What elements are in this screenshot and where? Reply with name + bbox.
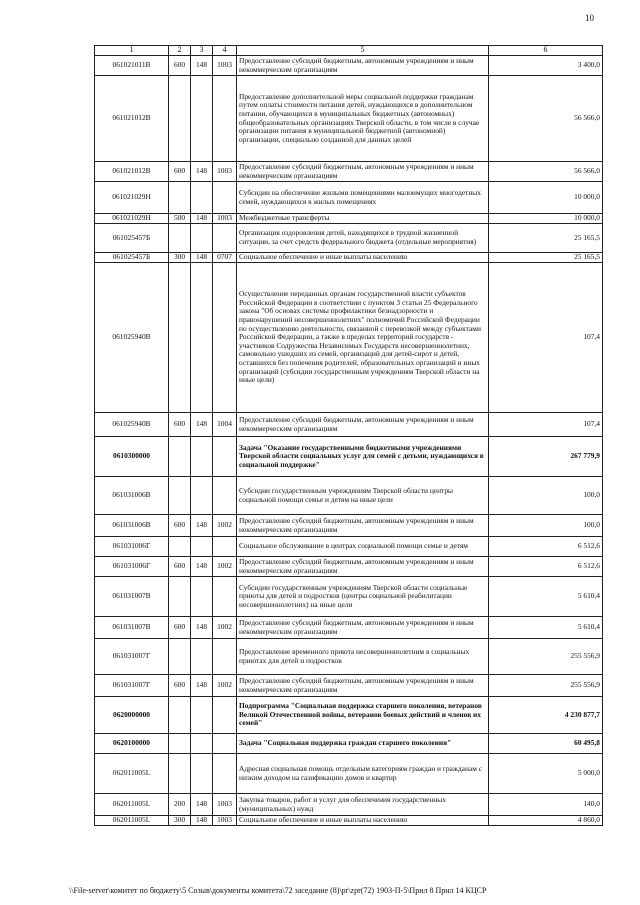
cell-name: Предоставление субсидий бюджетным, автономным учреждениям и иным некоммерческим организациям [237,675,489,697]
table-body [95,56,603,826]
cell-code: 0620100000 [95,734,169,754]
cell-amount: 10 000,0 [489,214,603,224]
cell-name: Социальное обеспечение и иные выплаты населению [237,253,489,263]
cell-name: Закупка товаров, работ и услуг для обеспечения государственных (муниципальных) нужд [237,794,489,816]
cell-c3: 148 [191,413,213,437]
cell-c4: 1003 [213,56,237,76]
col-header-5: 5 [237,46,489,56]
cell-name: Субсидии на обеспечение жилыми помещениями малоимущих многодетных семей, нуждающихся в жилых помещениях [237,182,489,214]
cell-amount: 5 610,4 [489,617,603,639]
cell-c3: 148 [191,617,213,639]
table-row [95,754,603,794]
cell-amount: 140,0 [489,794,603,816]
table-row [95,515,603,537]
cell-code: 0610300000 [95,437,169,477]
cell-c2: 300 [169,253,191,263]
table-row [95,675,603,697]
cell-c2: 600 [169,675,191,697]
cell-c3 [191,263,213,413]
cell-c2: 600 [169,162,191,182]
cell-c4 [213,224,237,253]
cell-c3 [191,639,213,675]
cell-c3 [191,577,213,617]
cell-code: 061021029Н [95,182,169,214]
cell-amount: 6 512,6 [489,537,603,557]
cell-name: Субсидии государственным учреждениям Тверской области центры социальной помощи семье и детям на иные цели [237,477,489,515]
cell-code: 061021012В [95,76,169,162]
cell-code: 061031007Г [95,639,169,675]
cell-name: Адресная социальная помощь отдельным категориям граждан и гражданам с низким доходом на газификацию домов и квартир [237,754,489,794]
cell-c4: 0707 [213,253,237,263]
cell-c4: 1003 [213,162,237,182]
cell-c3 [191,76,213,162]
cell-amount: 56 566,0 [489,162,603,182]
cell-name: Предоставление субсидий бюджетным, автономным учреждениям и иным некоммерческим организациям [237,557,489,577]
table-row [95,214,603,224]
cell-c3: 148 [191,816,213,826]
cell-code: 061031007Г [95,675,169,697]
cell-amount: 4 860,0 [489,816,603,826]
cell-c3 [191,477,213,515]
cell-c4: 1002 [213,617,237,639]
cell-name: Предоставление субсидий бюджетным, автономным учреждениям и иным некоммерческим организациям [237,162,489,182]
cell-amount: 107,4 [489,263,603,413]
table-row [95,263,603,413]
cell-c4 [213,577,237,617]
table-row [95,697,603,734]
table-row [95,577,603,617]
cell-c3: 148 [191,56,213,76]
cell-c2 [169,437,191,477]
page-number: 10 [585,13,594,23]
cell-c3 [191,224,213,253]
cell-amount: 5 610,4 [489,577,603,617]
cell-c4 [213,697,237,734]
cell-c3 [191,437,213,477]
cell-c2 [169,697,191,734]
table-row [95,182,603,214]
cell-c4 [213,182,237,214]
cell-name: Межбюджетные трансферты [237,214,489,224]
table-row [95,816,603,826]
cell-c4: 1003 [213,794,237,816]
cell-code: 061031006Г [95,537,169,557]
table-row [95,437,603,477]
cell-code: 061021012В [95,162,169,182]
cell-name: Предоставление временного приюта несовершеннолетним в социальных приютах для детей и подростков [237,639,489,675]
table-row [95,413,603,437]
cell-c4: 1002 [213,557,237,577]
cell-c4 [213,76,237,162]
cell-code: 061025457Б [95,224,169,253]
cell-amount: 10 000,0 [489,182,603,214]
cell-c4 [213,537,237,557]
table-row [95,557,603,577]
cell-c2: 600 [169,56,191,76]
cell-amount: 255 556,9 [489,675,603,697]
cell-c3 [191,697,213,734]
table-row [95,253,603,263]
cell-amount: 100,0 [489,477,603,515]
file-path-footer: \\File-server\комитет по бюджету\5 Созыв\документы комитета\72 заседание (8)\pr\zpr(72) 1903-П-5\Прил 8 Прил 14 КЦСР [69,886,487,895]
budget-table [94,45,603,826]
cell-c3 [191,537,213,557]
cell-code: 061021029Н [95,214,169,224]
cell-c3: 148 [191,253,213,263]
col-header-6: 6 [489,46,603,56]
cell-c2 [169,734,191,754]
cell-name: Предоставление субсидий бюджетным, автономным учреждениям и иным некоммерческим организациям [237,617,489,639]
cell-c4: 1003 [213,214,237,224]
cell-name: Предоставление субсидий бюджетным, автономным учреждениям и иным некоммерческим организациям [237,515,489,537]
cell-code: 061031006В [95,477,169,515]
table-header-row [95,46,603,56]
cell-c4 [213,477,237,515]
cell-amount: 5 000,0 [489,754,603,794]
cell-c2: 600 [169,413,191,437]
cell-code: 061031007В [95,617,169,639]
cell-code: 062011005L [95,754,169,794]
cell-c2: 600 [169,515,191,537]
cell-c4: 1004 [213,413,237,437]
table-row [95,734,603,754]
table-row [95,639,603,675]
cell-code: 061021011В [95,56,169,76]
cell-c3: 148 [191,794,213,816]
cell-c3: 148 [191,515,213,537]
cell-c2 [169,182,191,214]
cell-name: Задача "Социальная поддержка граждан старшего поколения" [237,734,489,754]
cell-c2 [169,639,191,675]
cell-c2 [169,76,191,162]
table-row [95,224,603,253]
cell-c2 [169,577,191,617]
cell-name: Социальное обеспечение и иные выплаты населению [237,816,489,826]
table-row [95,477,603,515]
cell-c2: 600 [169,617,191,639]
cell-amount: 25 165,5 [489,224,603,253]
cell-c2 [169,477,191,515]
table-row [95,794,603,816]
cell-c4 [213,639,237,675]
cell-c2 [169,754,191,794]
cell-amount: 25 165,5 [489,253,603,263]
cell-c2 [169,537,191,557]
cell-amount: 4 230 877,7 [489,697,603,734]
cell-c3: 148 [191,162,213,182]
cell-c2: 500 [169,214,191,224]
cell-amount: 56 566,0 [489,76,603,162]
cell-amount: 255 556,9 [489,639,603,675]
cell-code: 062011005L [95,794,169,816]
table-row [95,56,603,76]
table-row [95,537,603,557]
cell-c2 [169,263,191,413]
col-header-1: 1 [95,46,169,56]
cell-c2 [169,224,191,253]
cell-amount: 100,0 [489,515,603,537]
cell-name: Предоставление дополнительной меры социальной поддержки гражданам путем оплаты стоимости питания детей, нуждающихся в дополнительном питании, обучающихся в муниципальных бюджетных (автономных) общеобразовательных организациях Тверской области, в том числе в случае организации питания в муниципальной бюджетной (автономной) организации, специально созданной для данных целей [237,76,489,162]
cell-name: Осуществление переданных органам государственной власти субъектов Российской Федерации в соответствии с пунктом 3 статьи 25 Федерального закона "Об основах системы профилактики безнадзорности и правонарушений несовершеннолетних" полномочий Российской Федерации по осуществлению деятельности, связанной с перевозкой между субъектами Российской Федерации, а также в пределах территорий государств - участников Содружества Независимых Государств несовершеннолетних, самовольно ушедших из семей, организаций для детей-сирот и детей, оставшихся без попечения родителей, образовательных организаций и иных организаций (субсидии государственным учреждениям Тверской области на иные цели) [237,263,489,413]
cell-c2: 300 [169,816,191,826]
cell-c3 [191,734,213,754]
cell-c2: 600 [169,557,191,577]
cell-c3 [191,754,213,794]
cell-code: 061031006В [95,515,169,537]
cell-amount: 6 512,6 [489,557,603,577]
cell-amount: 60 495,8 [489,734,603,754]
cell-code: 061025940В [95,413,169,437]
cell-c3: 148 [191,557,213,577]
cell-code: 062011005L [95,816,169,826]
cell-c4 [213,263,237,413]
cell-name: Предоставление субсидий бюджетным, автономным учреждениям и иным некоммерческим организациям [237,56,489,76]
col-header-3: 3 [191,46,213,56]
cell-code: 061031006Г [95,557,169,577]
cell-c3 [191,182,213,214]
cell-amount: 267 779,9 [489,437,603,477]
cell-name: Субсидии государственным учреждениям Тверской области социальные приюты для детей и подростков (центры социальной реабилитации несовершеннолетних) на иные цели [237,577,489,617]
cell-c4: 1002 [213,675,237,697]
col-header-4: 4 [213,46,237,56]
table-row [95,617,603,639]
cell-c2: 200 [169,794,191,816]
cell-name: Социальное обслуживание в центрах социальной помощи семье и детям [237,537,489,557]
cell-code: 061031007В [95,577,169,617]
cell-name: Подпрограмма "Социальная поддержка старшего поколения, ветеранов Великой Отечественной войны, ветеранов боевых действий и членов их семей" [237,697,489,734]
table-row [95,162,603,182]
cell-code: 061025940В [95,263,169,413]
cell-c3: 148 [191,214,213,224]
cell-c4 [213,437,237,477]
cell-c3: 148 [191,675,213,697]
cell-c4 [213,754,237,794]
cell-name: Задача "Оказание государственными бюджетными учреждениями Тверской области социальных услуг для семей с детьми, нуждающихся в социальной поддержке" [237,437,489,477]
table-row [95,76,603,162]
cell-name: Организация оздоровления детей, находящихся в трудной жизненной ситуации, за счет средств федерального бюджета (отдельные мероприятия) [237,224,489,253]
cell-c4: 1002 [213,515,237,537]
cell-amount: 107,4 [489,413,603,437]
col-header-2: 2 [169,46,191,56]
cell-code: 0620000000 [95,697,169,734]
cell-c4: 1003 [213,816,237,826]
cell-code: 061025457Б [95,253,169,263]
cell-amount: 3 400,0 [489,56,603,76]
cell-name: Предоставление субсидий бюджетным, автономным учреждениям и иным некоммерческим организациям [237,413,489,437]
cell-c4 [213,734,237,754]
